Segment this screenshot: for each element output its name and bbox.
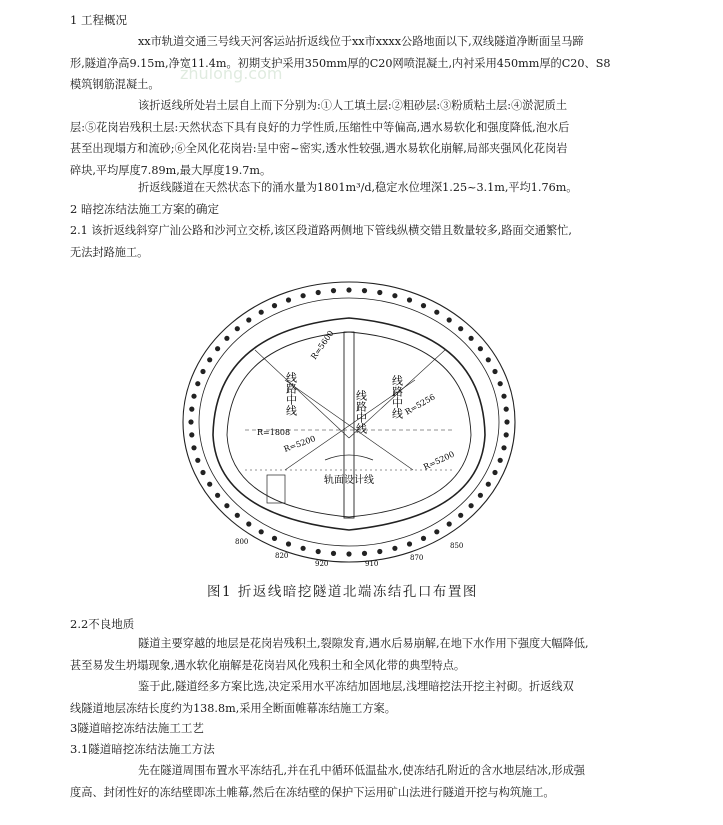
freezing-hole (421, 303, 426, 308)
text-line: 2.1 该折返线斜穿广汕公路和沙河立交桥,该区段道路两侧地下管线纵横交错且数量较多,路面交通繁忙, (70, 224, 572, 237)
freezing-hole (316, 549, 321, 554)
freezing-hole (392, 293, 397, 298)
tunnel-lining-outline (213, 318, 485, 530)
freezing-hole (200, 369, 205, 374)
freezing-hole (191, 445, 196, 450)
freezing-hole (478, 346, 483, 351)
freezing-hole (504, 432, 509, 437)
section-2-heading: 2 暗挖冻结法施工方案的确定 (70, 202, 219, 216)
freezing-hole (407, 297, 412, 302)
freezing-hole (316, 290, 321, 295)
section-2-2-paragraph-1 (70, 633, 650, 676)
spacing-label: 870 (410, 554, 424, 562)
outer-freezing-ring (183, 282, 515, 562)
label-r-bottom-right: R=5200 (422, 449, 456, 472)
figure-caption: 图1 折返线暗挖隧道北端冻结孔口布置图 (207, 584, 478, 600)
label-line-center-right: 线路中线 (390, 375, 404, 419)
freezing-hole (469, 503, 474, 508)
freezing-hole (235, 513, 240, 518)
spacing-label: 920 (315, 560, 329, 568)
freezing-hole (478, 493, 483, 498)
freezing-holes (188, 287, 509, 556)
freezing-hole (377, 549, 382, 554)
freezing-hole (191, 394, 196, 399)
section-1-paragraph-2 (70, 95, 650, 181)
section-2-2-paragraph-2 (70, 676, 650, 719)
label-rail-design-line: 轨面设计线 (324, 475, 374, 486)
freezing-hole (447, 521, 452, 526)
text-line: 层:⑤花岗岩残积土层:天然状态下具有良好的力学性质,压缩性中等偏高,遇水易软化和强度降低,泡水后 (70, 120, 570, 134)
freezing-hole (492, 470, 497, 475)
freezing-hole (498, 381, 503, 386)
freezing-hole (501, 394, 506, 399)
freezing-hole (331, 551, 336, 556)
text-line: 度高、封闭性好的冻结壁即冻土帷幕,然后在冻结壁的保护下运用矿山法进行隧道开挖与构筑施工。 (70, 785, 555, 799)
text-line: 隧道主要穿越的地层是花岗岩残积土,裂隙发育,遇水后易崩解,在地下水作用下强度大幅降低, (138, 637, 589, 650)
text-line: 甚至出现塌方和流砂;⑥全风化花岗岩:呈中密~密实,透水性较强,遇水易软化崩解,局部夹强风化花岗岩 (70, 142, 568, 155)
freezing-hole (346, 551, 351, 556)
freezing-hole (224, 503, 229, 508)
freezing-hole (301, 293, 306, 298)
inner-freezing-ring (199, 298, 499, 546)
text-line: 模筑钢筋混凝土。 (70, 78, 160, 91)
freezing-hole (447, 317, 452, 322)
freezing-hole (215, 346, 220, 351)
freezing-hole (189, 432, 194, 437)
freezing-hole (458, 326, 463, 331)
freezing-hole (434, 310, 439, 315)
label-line-center-mid: 线路中线 (354, 390, 368, 434)
freezing-hole (235, 326, 240, 331)
freezing-hole (492, 369, 497, 374)
section-2-1-paragraph (70, 220, 650, 263)
freezing-hole (392, 546, 397, 551)
section-3-1-heading: 3.1隧道暗挖冻结法施工方法 (70, 742, 215, 756)
freezing-hole (421, 536, 426, 541)
text-line: 无法封路施工。 (70, 245, 149, 259)
freezing-hole (346, 287, 351, 292)
freezing-hole (407, 541, 412, 546)
freezing-hole (469, 336, 474, 341)
spacing-label: 910 (365, 560, 379, 568)
spacing-label: 850 (450, 542, 464, 550)
section-2-2-heading: 2.2不良地质 (70, 617, 135, 631)
text-line: 甚至易发生坍塌现象,遇水软化崩解是花岗岩风化残积土和全风化带的典型特点。 (70, 658, 466, 672)
freezing-hole (246, 521, 251, 526)
section-1-heading: 1 工程概况 (70, 13, 127, 27)
section-3-1-paragraph (70, 760, 650, 803)
freezing-hole (215, 493, 220, 498)
text-line: 形,隧道净高9.15m,净宽11.4m。初期支护采用350mm厚的C20网喷混凝土,内衬采用450mm厚的C20、S8 (70, 56, 611, 70)
freezing-hole (501, 445, 506, 450)
freezing-hole (362, 551, 367, 556)
freezing-hole (286, 297, 291, 302)
freezing-hole (207, 357, 212, 362)
freezing-hole (272, 536, 277, 541)
freezing-hole (272, 303, 277, 308)
freezing-hole (331, 288, 336, 293)
section-1-paragraph-1 (70, 31, 650, 96)
tunnel-freezing-hole-diagram (175, 270, 555, 575)
label-line-center-left: 线路中线 (284, 372, 298, 416)
section-1-paragraph-3 (70, 177, 650, 199)
freezing-hole (504, 419, 509, 424)
freezing-hole (434, 529, 439, 534)
text-line: 碎块,平均厚度7.89m,最大厚度19.7m。 (70, 163, 272, 177)
section-3-heading: 3隧道暗挖冻结法施工工艺 (70, 721, 204, 735)
freezing-hole (377, 290, 382, 295)
text-line: 折返线隧道在天然状态下的涌水量为1801m³/d,稳定水位埋深1.25~3.1m,平均1.76m。 (138, 181, 578, 194)
freezing-hole (458, 513, 463, 518)
freezing-hole (259, 529, 264, 534)
freezing-hole (362, 288, 367, 293)
freezing-hole (188, 419, 193, 424)
text-line: 鉴于此,隧道经多方案比选,决定采用水平冻结加固地层,浅埋暗挖法开挖主衬砌。折返线双 (138, 680, 574, 693)
freezing-hole (286, 541, 291, 546)
freezing-hole (486, 482, 491, 487)
freezing-hole (224, 336, 229, 341)
freezing-hole (189, 407, 194, 412)
freezing-hole (195, 381, 200, 386)
freezing-hole (195, 458, 200, 463)
text-line: xx市轨道交通三号线天河客运站折返线位于xx市xxxx公路地面以下,双线隧道净断面呈马蹄 (138, 35, 584, 48)
freezing-hole (504, 407, 509, 412)
freezing-hole (259, 310, 264, 315)
label-r-mid-left: R=5200 (282, 434, 317, 454)
spacing-label: 820 (275, 552, 289, 560)
freezing-hole (301, 546, 306, 551)
text-line: 先在隧道周围布置水平冻结孔,并在孔中循环低温盐水,使冻结孔附近的含水地层结冰,形成强 (138, 764, 585, 777)
label-r-top-left: R=5600 (309, 328, 336, 362)
spacing-label: 800 (235, 538, 249, 546)
freezing-hole (486, 357, 491, 362)
freezing-hole (207, 482, 212, 487)
text-line: 线隧道地层冻结长度约为138.8m,采用全断面帷幕冻结施工方案。 (70, 701, 396, 715)
freezing-hole (246, 317, 251, 322)
label-r-top-right: R=5256 (403, 392, 437, 417)
watermark: zhulong.com (180, 64, 283, 83)
freezing-hole (200, 470, 205, 475)
freezing-hole (498, 458, 503, 463)
text-line: 该折返线所处岩土层自上而下分别为:①人工填土层:②粗砂层:③粉质粘土层:④淤泥质土 (138, 99, 568, 112)
label-r-left: R=1808 (257, 428, 291, 437)
